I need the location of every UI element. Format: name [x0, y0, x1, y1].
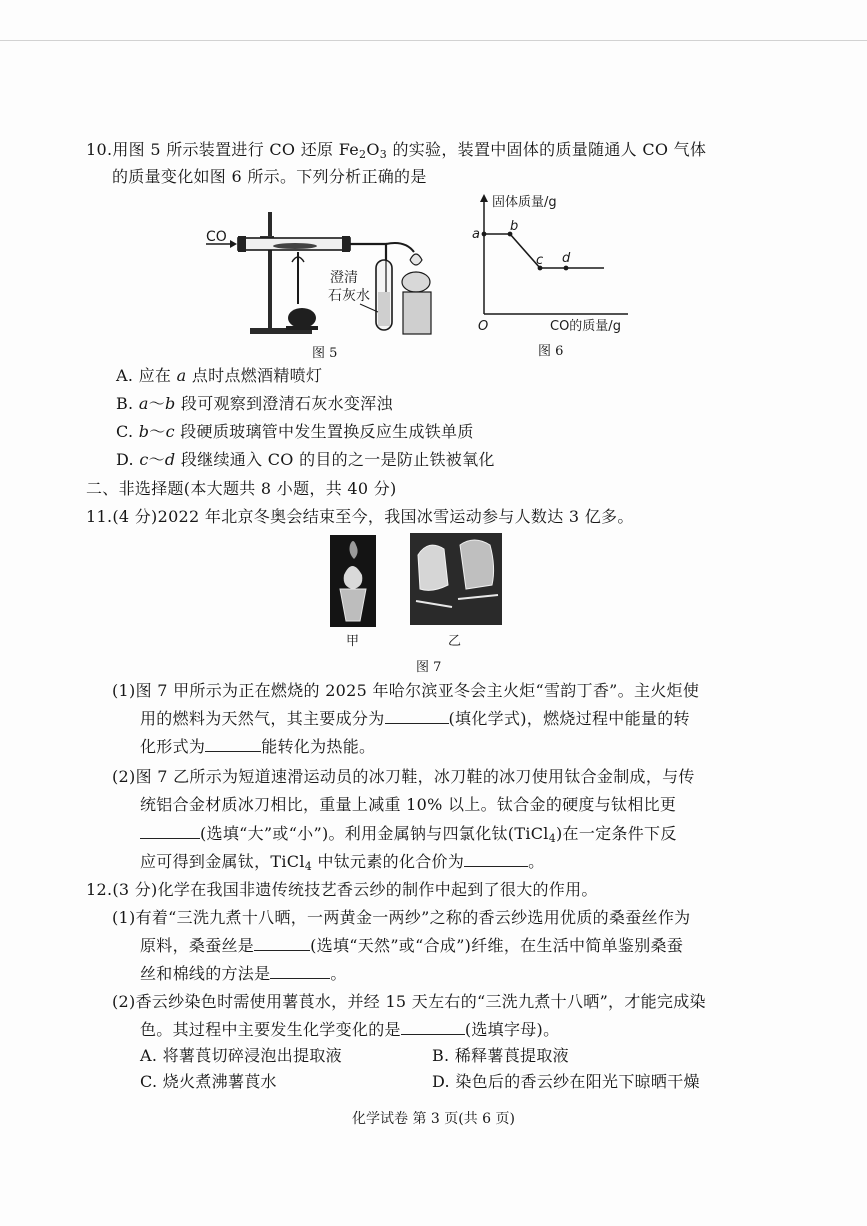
section-2-title: 二、非选择题(本大题共 8 小题，共 40 分) — [86, 479, 397, 498]
apparatus-drawing — [200, 200, 450, 360]
stand-rod — [268, 212, 272, 330]
left-blade — [416, 601, 452, 607]
q12-part2-line2: 色。其过程中主要发生化学变化的是 (选填字母)。 — [140, 1020, 560, 1039]
q12-part1-line2: 原料，桑蚕丝是 (选填“天然”或“合成”)纤维，在生活中简单鉴别桑蚕 — [140, 936, 684, 955]
q10-stem-line2: 的质量变化如图 6 所示。下列分析正确的是 — [112, 167, 427, 186]
answer-blank-fiber-type[interactable] — [254, 936, 310, 951]
torch-photo — [330, 535, 376, 627]
point-a — [482, 232, 487, 237]
point-c-label: c — [536, 253, 544, 268]
figure-5-apparatus — [200, 200, 450, 360]
answer-blank-hardness[interactable] — [140, 824, 200, 839]
lamp-block — [403, 292, 431, 334]
page-footer: 化学试卷 第 3 页(共 6 页) — [352, 1111, 515, 1127]
x-axis-label: CO的质量/g — [550, 319, 621, 334]
point-b-label: b — [510, 219, 519, 234]
figure-6-caption: 图 6 — [538, 344, 564, 359]
q12-part1-line3: 丝和棉线的方法是 。 — [140, 964, 347, 983]
y-axis-label: 固体质量/g — [492, 195, 557, 210]
q12-option-c[interactable]: C. 烧火煮沸薯莨水 — [140, 1072, 277, 1091]
mass-graph — [468, 192, 648, 342]
skate-left-boot — [418, 545, 448, 590]
torch-flame-top — [350, 541, 358, 559]
mass-curve — [484, 234, 604, 268]
skate-drawing — [410, 533, 502, 625]
q12-option-d[interactable]: D. 染色后的香云纱在阳光下晾晒干燥 — [432, 1072, 700, 1091]
q11-part2-line2: 统铝合金材质冰刀相比，重量上减重 10% 以上。钛合金的硬度与钛相比更 — [140, 795, 677, 814]
point-a-label: a — [472, 227, 480, 242]
point-d — [564, 266, 569, 271]
q12-part1-line1: (1)有着“三洗九煮十八晒，一两黄金一两纱”之称的香云纱选用优质的桑蚕丝作为 — [112, 908, 691, 927]
y-axis-arrow — [480, 194, 488, 202]
q11-part1-line1: (1)图 7 甲所示为正在燃烧的 2025 年哈尔滨亚冬会主火炬“雪韵丁香”。主火炬使 — [112, 681, 700, 700]
outlet-tube — [350, 244, 386, 260]
origin-label: O — [478, 319, 489, 334]
q11-part2-line1: (2)图 7 乙所示为短道速滑运动员的冰刀鞋，冰刀鞋的冰刀使用钛合金制成，与传 — [112, 767, 695, 786]
torch-drawing — [330, 535, 376, 627]
q11-part1-line2: 用的燃料为天然气，其主要成分为 (填化学式)，燃烧过程中能量的转 — [140, 709, 690, 728]
stopper-left — [238, 236, 246, 252]
q11-part2-line3: (选填“大”或“小”)。利用金属钠与四氯化钛(TiCl$_4$)在一定条件下反 — [140, 824, 677, 849]
q12-stem: 12.(3 分)化学在我国非遗传统技艺香云纱的制作中起到了很大的作用。 — [86, 880, 598, 899]
q11-part1-line3: 化形式为 能转化为热能。 — [140, 737, 376, 756]
scan-top-edge — [0, 40, 867, 41]
q10-option-b[interactable]: B. a～b 段可观察到澄清石灰水变浑浊 — [116, 394, 393, 413]
answer-blank-method[interactable] — [270, 964, 330, 979]
exhaust-tube — [386, 243, 414, 252]
q11-stem: 11.(4 分)2022 年北京冬奥会结束至今，我国冰雪运动参与人数达 3 亿多。 — [86, 507, 634, 526]
q12-part2-line1: (2)香云纱染色时需使用薯莨水，并经 15 天左右的“三洗九煮十八晒”，才能完成染 — [112, 992, 706, 1011]
stopper-right — [342, 236, 350, 252]
answer-blank-letter[interactable] — [401, 1020, 465, 1035]
q10-option-d[interactable]: D. c～d 段继续通入 CO 的目的之一是防止铁被氧化 — [116, 450, 495, 469]
limewater-label-2: 石灰水 — [328, 288, 370, 304]
co-arrow-head — [230, 240, 237, 248]
exhaust-flame — [410, 254, 422, 265]
point-d-label: d — [562, 251, 571, 266]
q10-option-a[interactable]: A. 应在 a 点时点燃酒精喷灯 — [116, 366, 323, 385]
skate-photo — [410, 533, 502, 625]
figure-7-label-yi: 乙 — [448, 634, 462, 649]
alcohol-lamp — [402, 272, 430, 292]
answer-blank-formula[interactable] — [385, 709, 449, 724]
torch-cup — [340, 589, 366, 621]
iron-oxide-sample — [273, 243, 317, 249]
figure-7-label-jia: 甲 — [346, 634, 360, 649]
lamp-body — [288, 308, 316, 328]
answer-blank-energy[interactable] — [205, 737, 261, 752]
limewater — [378, 292, 390, 326]
answer-blank-valence[interactable] — [464, 852, 528, 867]
q12-option-a[interactable]: A. 将薯莨切碎浸泡出提取液 — [140, 1046, 342, 1065]
figure-5-caption: 图 5 — [312, 346, 338, 361]
q11-part2-line4: 应可得到金属钛，TiCl$_4$ 中钛元素的化合价为 。 — [140, 852, 545, 873]
figure-7-caption: 图 7 — [416, 660, 442, 675]
lamp-base — [286, 326, 318, 330]
figure-6-graph — [468, 192, 648, 342]
skate-right-boot — [460, 540, 494, 589]
q10-option-c[interactable]: C. b～c 段硬质玻璃管中发生置换反应生成铁单质 — [116, 422, 474, 441]
q10-stem-line1: 10.用图 5 所示装置进行 CO 还原 $Fe_2O_3$ 的实验，装置中固体的质量随通人 CO 气体 — [86, 140, 707, 161]
right-blade — [458, 595, 498, 599]
torch-flame — [344, 566, 363, 589]
co-label: CO — [206, 229, 227, 245]
limewater-label-1: 澄清 — [330, 270, 358, 286]
q12-option-b[interactable]: B. 稀释薯莨提取液 — [432, 1046, 569, 1065]
